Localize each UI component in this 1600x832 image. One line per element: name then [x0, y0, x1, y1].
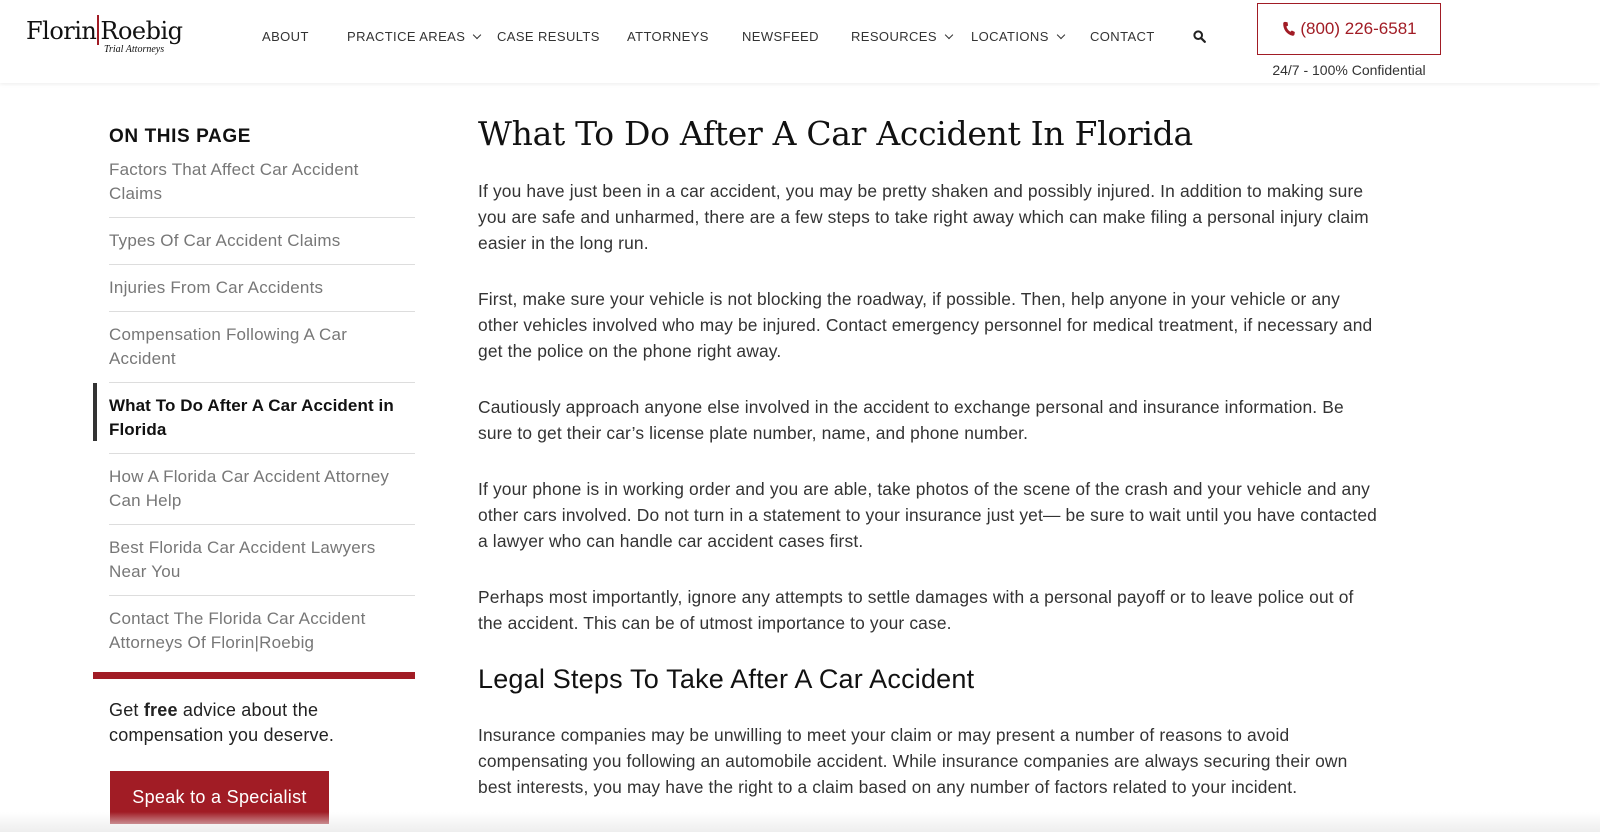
page-title: What To Do After A Car Accident In Florida — [478, 114, 1193, 153]
nav-label: LOCATIONS — [971, 29, 1049, 44]
nav-label: PRACTICE AREAS — [347, 29, 466, 44]
toc-item-what-to-do[interactable]: What To Do After A Car Accident in Florida — [109, 394, 415, 454]
nav-item-locations[interactable] — [971, 29, 1064, 44]
phone-icon — [1281, 21, 1297, 37]
toc-item-contact[interactable]: Contact The Florida Car Accident Attorneys Of Florin|Roebig — [109, 609, 366, 652]
bottom-fade — [0, 812, 1600, 832]
site-header — [0, 0, 1600, 83]
nav-item-about[interactable] — [262, 29, 309, 44]
phone-button[interactable] — [1257, 3, 1441, 55]
article-paragraph: Insurance companies may be unwilling to meet your claim or may present a number of reasons to avoid compensating you following an automobile accident. While insurance companies are always securing their own best interests, you may have the right to a claim based on any number of factors related to your incident. — [478, 725, 1348, 797]
toc-heading: ON THIS PAGE — [109, 126, 251, 147]
nav-label: CONTACT — [1090, 29, 1155, 44]
article-paragraph: If your phone is in working order and you are able, take photos of the scene of the crash and your vehicle and any other cars involved. Do not turn in a statement to your insurance just yet— be sure to wait until you have contacted a lawyer who can handle car accident cases first. — [478, 479, 1377, 551]
article — [478, 112, 1378, 797]
chevron-down-icon — [1057, 31, 1065, 39]
nav-item-attorneys[interactable] — [627, 29, 709, 44]
nav-label: RESOURCES — [851, 29, 937, 44]
advice-emphasis: free — [143, 700, 178, 720]
nav-item-newsfeed[interactable] — [742, 29, 819, 44]
nav-label: NEWSFEED — [742, 29, 819, 44]
speak-to-specialist-button[interactable]: Speak to a Specialist — [110, 771, 329, 824]
nav-item-case-results[interactable] — [497, 29, 600, 44]
logo-name-right: Roebig — [100, 17, 183, 45]
toc-list — [109, 158, 415, 677]
nav-label: CASE RESULTS — [497, 29, 600, 44]
search-button[interactable] — [1193, 30, 1207, 44]
article-paragraph: If you have just been in a car accident, you may be pretty shaken and possibly injured. In addition to making sure you are safe and unharmed, there are a few steps to take right away which can make filing a personal injury claim easier in the long run. — [478, 181, 1369, 253]
nav-item-practice-areas[interactable] — [347, 29, 480, 44]
toc-item-factors[interactable]: Factors That Affect Car Accident Claims — [109, 158, 415, 218]
nav-label: ABOUT — [262, 29, 309, 44]
section-heading: Legal Steps To Take After A Car Accident — [478, 664, 975, 694]
confidential-note: 24/7 - 100% Confidential — [1272, 62, 1426, 78]
logo-tagline: Trial Attorneys — [104, 44, 165, 55]
phone-number: (800) 226-6581 — [1300, 19, 1417, 38]
article-paragraph: First, make sure your vehicle is not blocking the roadway, if possible. Then, help anyone in your vehicle or any other vehicles involved who may be injured. Contact emergency personnel for medical treatment, if necessary and get the police on the phone right away. — [478, 289, 1373, 361]
toc-item-compensation[interactable]: Compensation Following A Car Accident — [109, 323, 415, 383]
chevron-down-icon — [473, 31, 481, 39]
logo-wordmark — [26, 15, 183, 45]
chevron-down-icon — [945, 31, 953, 39]
advice-prefix: Get — [109, 700, 144, 720]
site-logo[interactable] — [26, 15, 183, 59]
toc-item-best-lawyers[interactable]: Best Florida Car Accident Lawyers Near You — [109, 536, 415, 596]
sidebar-divider — [93, 672, 415, 679]
logo-name-left: Florin — [26, 17, 97, 45]
nav-label: ATTORNEYS — [627, 29, 709, 44]
advice-suffix: advice about the compensation you deserve. — [109, 700, 335, 745]
article-paragraph: Perhaps most importantly, ignore any attempts to settle damages with a personal payoff or to leave police out of the accident. This can be of utmost importance to your case. — [478, 587, 1354, 633]
nav-item-resources[interactable] — [851, 29, 952, 44]
nav-item-contact[interactable] — [1090, 29, 1155, 44]
article-paragraph: Cautiously approach anyone else involved in the accident to exchange personal and insurance information. Be sure to get their car’s license plate number, name, and phone number. — [478, 397, 1344, 443]
toc-item-attorney-help[interactable]: How A Florida Car Accident Attorney Can Help — [109, 465, 415, 525]
toc-item-injuries[interactable]: Injuries From Car Accidents — [109, 276, 415, 312]
search-icon — [1193, 30, 1206, 43]
toc-item-types[interactable]: Types Of Car Accident Claims — [109, 229, 415, 265]
advice-text — [109, 698, 409, 748]
